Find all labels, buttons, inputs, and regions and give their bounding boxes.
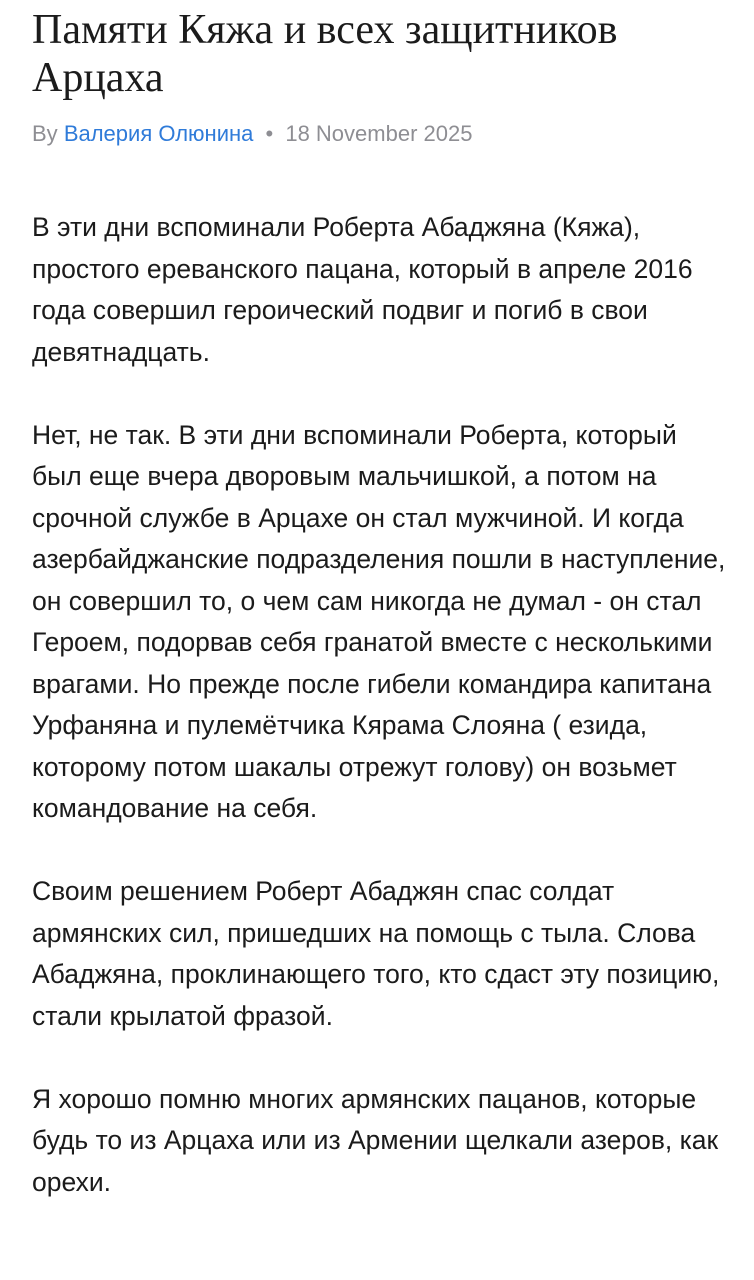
paragraph: Нет, не так. В эти дни вспоминали Роберта, который был еще вчера дворовым мальчишкой, а потом на срочной службе в Арцахе он стал мужчиной. И когда азербайджанские подразделения пошли в наступление, он совершил то, о чем сам никогда не думал - он стал Героем, подорвав себя гранатой вместе с несколькими врагами. Но прежде после гибели командира капитана Урфаняна и пулемётчика Кярама Слояна ( езида, которому потом шакалы отрежут голову) он возьмет командование на себя. [32,419,726,823]
byline [32,119,732,149]
article-title: Памяти Кяжа и всех защитников Арцаха [32,7,618,101]
byline-separator: • [265,121,274,146]
article [32,0,732,1245]
paragraph: В эти дни вспоминали Роберта Абаджяна (Кяжа), простого ереванского пацана, который в апреле 2016 года совершил героический подвиг и погиб в свои девятнадцать. [32,212,693,367]
paragraph: Я хорошо помню многих армянских пацанов, которые будь то из Арцаха или из Армении щелкали азеров, как орехи. [32,1083,719,1197]
author-link[interactable]: Валерия Олюнина [63,121,254,146]
article-body [32,207,732,1203]
paragraph: Своим решением Роберт Абаджян спас солдат армянских сил, пришедших на помощь с тыла. Слова Абаджяна, проклинающего того, кто сдаст эту позицию, стали крылатой фразой. [32,876,720,1031]
publish-date: 18 November 2025 [285,121,473,146]
byline-prefix: By [32,121,58,146]
